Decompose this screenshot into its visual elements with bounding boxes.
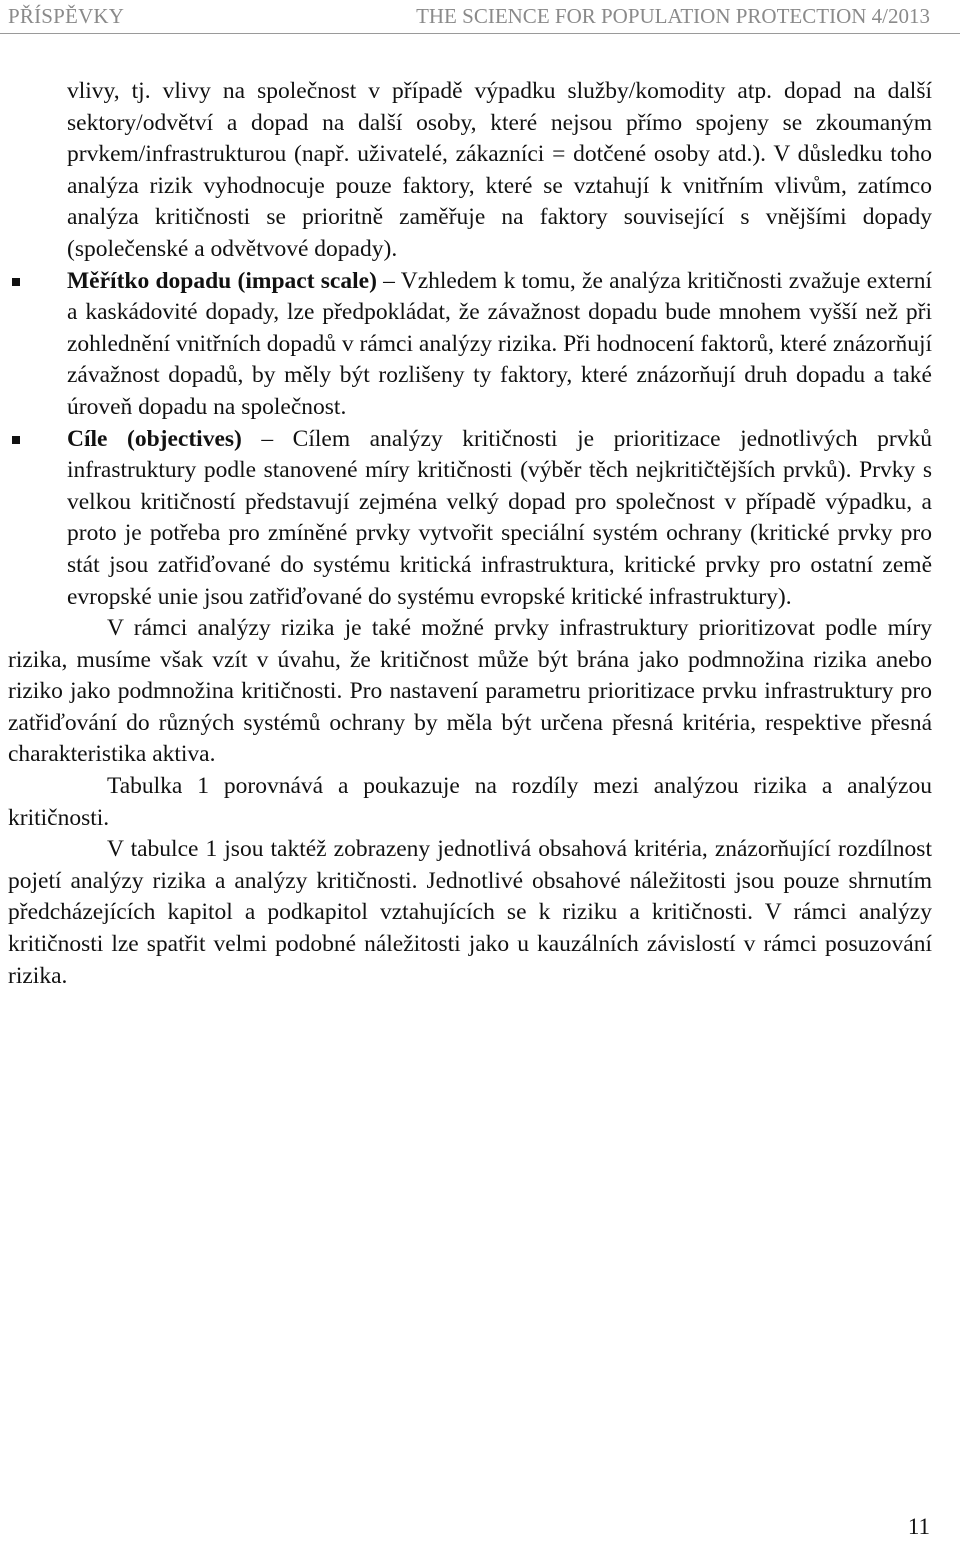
list-item-text bbox=[67, 424, 932, 614]
paragraph-prioritization: V rámci analýzy rizika je také možné prvky infrastruktury prioritizovat podle míry rizika, musíme však vzít v úvahu, že kritičnost může být brána jako podmnožina rizika anebo riziko jako podmnožina kritičnosti. Pro nastavení parametru prioritizace prvku infrastruktury pro zatřiďování do různých systémů ochrany by měla být určena přesná kritéria, respektive přesná charakteristika aktiva. bbox=[8, 615, 932, 768]
list-item-text bbox=[67, 266, 932, 424]
paragraph-table-criteria: V tabulce 1 jsou taktéž zobrazeny jednotlivá obsahová kritéria, znázorňující rozdílnost pojetí analýzy rizika a analýzy kritičnosti. Jednotlivé obsahové náležitosti jsou pouze shrnutím předcházejících kapitol a podkapitol vztahujících se k riziku a kritičnosti. V rámci analýzy kritičnosti lze spatřit velmi podobné náležitosti jako u kauzálních závislostí v rámci posuzování rizika. bbox=[8, 836, 932, 989]
list-item-objectives bbox=[8, 424, 932, 614]
list-item-text bbox=[67, 76, 932, 266]
page-number: 11 bbox=[907, 1514, 930, 1539]
list-item-term: Cíle (objectives) bbox=[67, 425, 242, 452]
article-body bbox=[8, 76, 932, 992]
list-item-body: – Cílem analýzy kritičnosti je prioritizace jednotlivých prvků infrastruktury podle stanovené míry kritičnosti (výběr těch nejkritičtějších prvků). Prvky s velkou kritičností představují zejména velký dopad pro společnost v případě výpadku, a proto je potřeba pro zmíněné prvky vytvořit speciální systém ochrany (kritické prvky pro stát jsou zatřiďované do systému kritická infrastruktura, kritické prvky pro ostatní země evropské unie jsou zatřiďované do systému evropské kritické infrastruktury). bbox=[67, 425, 932, 610]
list-item-body: vlivy, tj. vlivy na společnost v případě výpadku služby/komodity atp. dopad na další sektory/odvětví a dopad na další osoby, které nejsou přímo spojeny se zkoumaným prvkem/infrastrukturou (např. uživatelé, zákazníci = dotčené osoby atd.). V důsledku toho analýza rizik vyhodnocuje pouze faktory, které se vztahují k vnitřním vlivům, zatímco analýza kritičnosti se prioritně zaměřuje na faktory související s vnějšími dopady (společenské a odvětvové dopady). bbox=[67, 78, 932, 262]
list-item-body: – Vzhledem k tomu, že analýza kritičnosti zvažuje externí a kaskádovité dopady, lze předpokládat, že závažnost dopadu bude mnohem vyšší než při zohlednění vnitřních dopadů v rámci analýzy rizika. Při hodnocení faktorů, které znázorňují závažnost dopadů, by měly být rozlišeny ty faktory, které znázorňují druh dopadu a také úroveň dopadu na společnost. bbox=[67, 267, 932, 420]
list-item-continuation bbox=[8, 76, 932, 266]
square-bullet-icon bbox=[12, 436, 20, 444]
header-journal: THE SCIENCE FOR POPULATION PROTECTION 4/2013 bbox=[416, 4, 930, 28]
square-bullet-icon bbox=[12, 278, 20, 286]
paragraph-table-reference: Tabulka 1 porovnává a poukazuje na rozdíly mezi analýzou rizika a analýzou kritičnosti. bbox=[8, 773, 932, 831]
header-section: PŘÍSPĚVKY bbox=[8, 4, 125, 28]
list-item-term: Měřítko dopadu (impact scale) bbox=[67, 267, 377, 294]
list-item-impact-scale bbox=[8, 266, 932, 424]
page-header bbox=[0, 0, 960, 34]
